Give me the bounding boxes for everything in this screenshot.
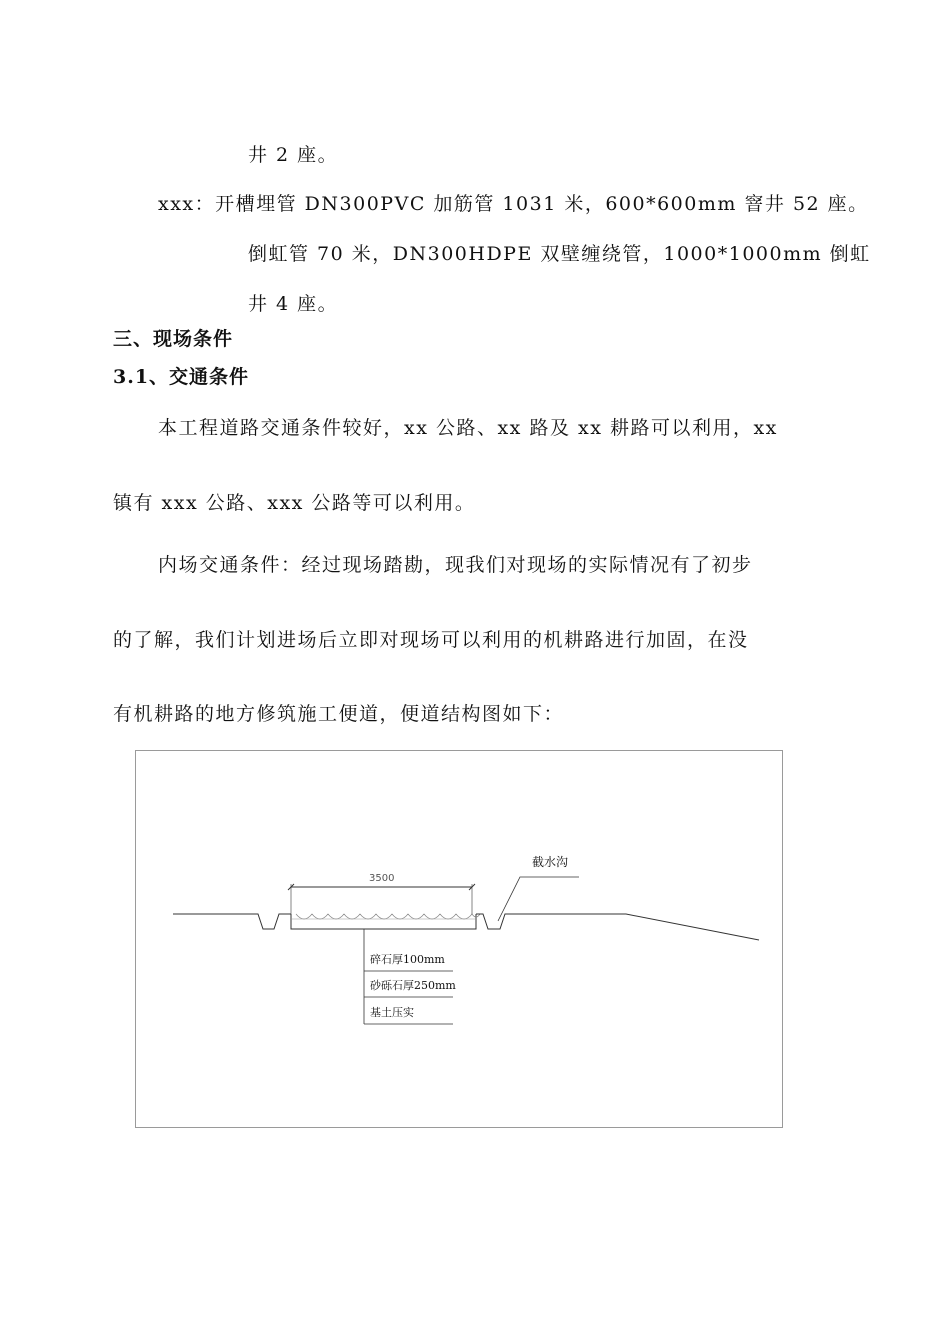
layer-label-3: 基土压实	[370, 1006, 414, 1019]
road-structure-drawing	[136, 751, 784, 1129]
ditch-label: 截水沟	[532, 855, 569, 869]
traffic-paragraph-2-line-3: 有机耕路的地方修筑施工便道，便道结构图如下：	[113, 703, 565, 725]
road-structure-figure	[135, 750, 783, 1128]
traffic-paragraph-2-line-1: 内场交通条件：经过现场踏勘，现我们对现场的实际情况有了初步	[158, 554, 753, 576]
stone-texture	[296, 914, 480, 919]
paragraph-line-3: 倒虹管 70 米，DN300HDPE 双壁缠绕管，1000*1000mm 倒虹	[248, 243, 871, 265]
subsection-heading: 3.1、交通条件	[113, 366, 250, 388]
traffic-paragraph-1-line-1: 本工程道路交通条件较好，xx 公路、xx 路及 xx 耕路可以利用，xx	[158, 417, 778, 439]
road-base-outline	[291, 914, 476, 929]
ground-line-right	[476, 914, 759, 940]
paragraph-line-2: xxx：开槽埋管 DN300PVC 加筋管 1031 米，600*600mm 窨井 52 座。	[158, 193, 869, 215]
layer-label-1: 碎石厚100mm	[370, 953, 445, 966]
ground-line-left	[173, 914, 291, 929]
dimension-label: 3500	[369, 873, 395, 884]
paragraph-line-1: 井 2 座。	[248, 144, 339, 166]
traffic-paragraph-1-line-2: 镇有 xxx 公路、xxx 公路等可以利用。	[113, 492, 476, 514]
layer-label-2: 砂砾石厚250mm	[370, 979, 456, 992]
section-heading: 三、现场条件	[113, 328, 234, 350]
paragraph-line-4: 井 4 座。	[248, 293, 339, 315]
traffic-paragraph-2-line-2: 的了解，我们计划进场后立即对现场可以利用的机耕路进行加固，在没	[113, 629, 749, 651]
